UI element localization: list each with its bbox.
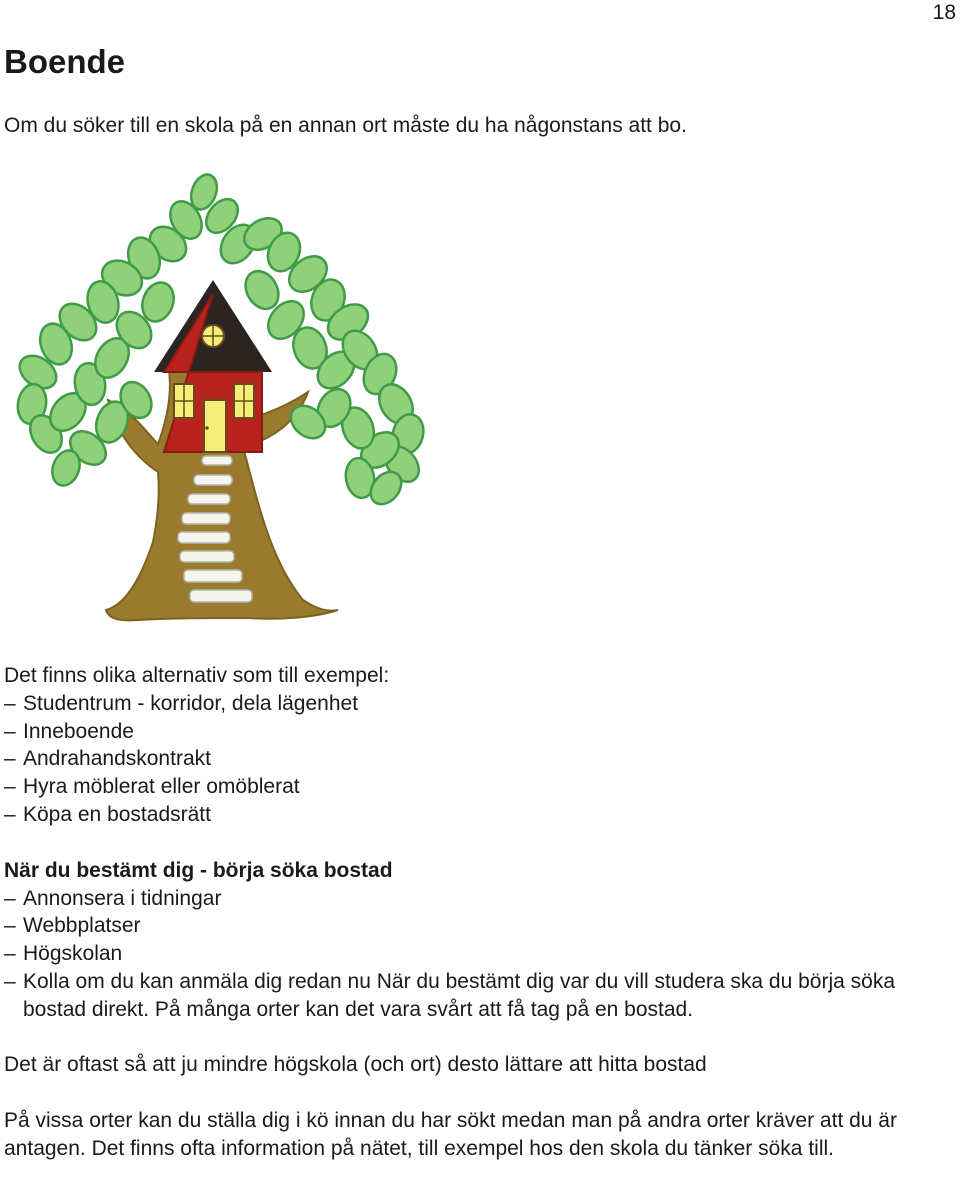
intro-text: Om du söker till en skola på en annan ort måste du ha någonstans att bo. (4, 114, 687, 137)
list-item: – Högskolan (4, 940, 956, 968)
content-body (4, 662, 956, 1163)
list-item: – Inneboende (4, 718, 956, 746)
treehouse-illustration (8, 172, 438, 624)
list-item: – Webbplatser (4, 912, 956, 940)
list-item: – Annonsera i tidningar (4, 885, 956, 913)
list-item: – Studentrum - korridor, dela lägenhet (4, 690, 956, 718)
page-number: 18 (932, 1, 956, 24)
paragraph: På vissa orter kan du ställa dig i kö innan du har sökt medan man på andra orter kräver att du är antagen. Det finns ofta information på nätet, till exempel hos den skola du tänker söka till. (4, 1108, 897, 1160)
search-list (4, 885, 956, 1024)
search-heading: När du bestämt dig - börja söka bostad (4, 858, 393, 882)
paragraph: Det är oftast så att ju mindre högskola (och ort) desto lättare att hitta bostad (4, 1053, 707, 1077)
alternatives-intro: Det finns olika alternativ som till exempel: (4, 664, 390, 687)
list-item: – Andrahandskontrakt (4, 745, 956, 773)
list-item: – Hyra möblerat eller omöblerat (4, 773, 956, 801)
page-title: Boende (4, 43, 126, 80)
list-item: – Kolla om du kan anmäla dig redan nu När du bestämt dig var du vill studera ska du börja söka bostad direkt. På många orter kan det vara svårt att få tag på en bostad. (4, 968, 956, 1024)
alternatives-list (4, 690, 956, 829)
list-item: – Köpa en bostadsrätt (4, 801, 956, 829)
